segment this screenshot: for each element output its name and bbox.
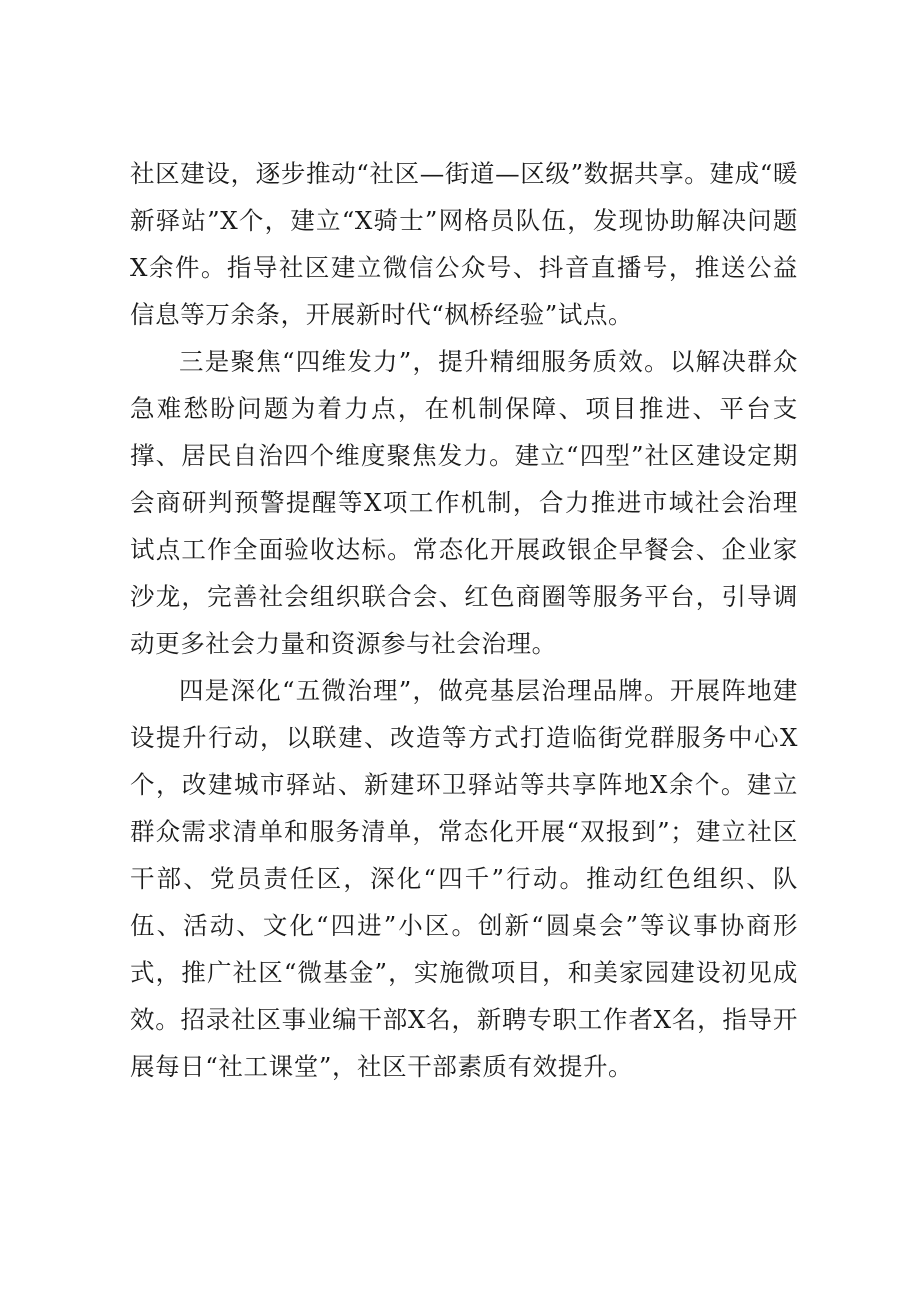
paragraph-3: 四是深化“五微治理”，做亮基层治理品牌。开展阵地建设提升行动，以联建、改造等方式打造临街党群服务中心X个，改建城市驿站、新建环卫驿站等共享阵地X余个。建立群众需求清单和服务清单，常态化开展“双报到”；建立社区干部、党员责任区，深化“四千”行动。推动红色组织、队伍、活动、文化“四进”小区。创新“圆桌会”等议事协商形式，推广社区“微基金”，实施微项目，和美家园建设初见成效。招录社区事业编干部X名，新聘专职工作者X名，指导开展每日“社工课堂”，社区干部素质有效提升。 [130,676,798,1081]
document-body [130,150,798,1090]
paragraph-2: 三是聚焦“四维发力”，提升精细服务质效。以解决群众急难愁盼问题为着力点，在机制保障、项目推进、平台支撑、居民自治四个维度聚焦发力。建立“四型”社区建设定期会商研判预警提醒等X项工作机制，合力推进市域社会治理试点工作全面验收达标。常态化开展政银企早餐会、企业家沙龙，完善社会组织联合会、红色商圈等服务平台，引导调动更多社会力量和资源参与社会治理。 [130,347,798,658]
paragraph-1: 社区建设，逐步推动“社区—街道—区级”数据共享。建成“暖新驿站”X个，建立“X骑士”网格员队伍，发现协助解决问题X余件。指导社区建立微信公众号、抖音直播号，推送公益信息等万余条，开展新时代“枫桥经验”试点。 [130,159,798,329]
